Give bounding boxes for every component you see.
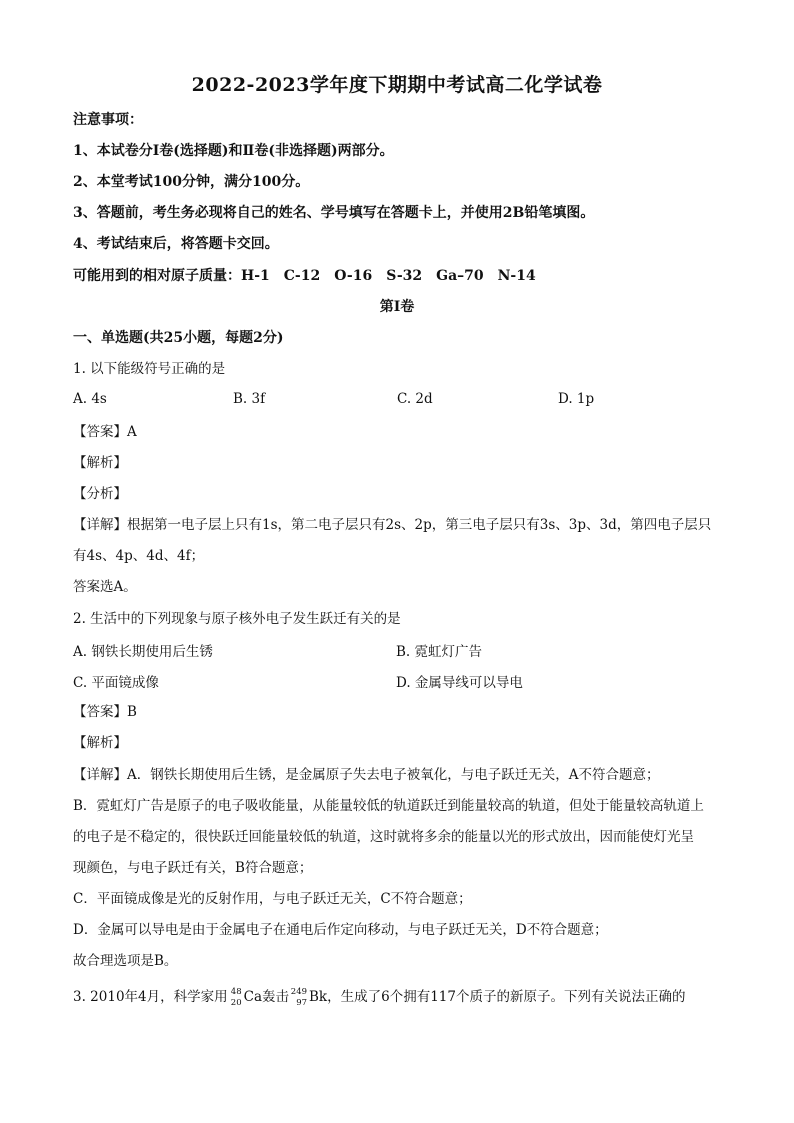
q1-option-b: B. 3f xyxy=(233,391,266,407)
q1-detail-line-1: 【详解】根据第一电子层上只有1s，第二电子层只有2s、2p，第三电子层只有3s、3p、3d，第四电子层只 xyxy=(73,517,712,533)
q2-detail-c: C．平面镜成像是光的反射作用，与电子跃迁无关，C不符合题意； xyxy=(73,891,472,907)
volume-heading: 第Ⅰ卷 xyxy=(379,299,415,315)
bk-atomic-number: 97 xyxy=(296,998,308,1008)
q2-options-row-2 xyxy=(73,671,733,691)
q1-option-c: C. 2d xyxy=(397,391,433,407)
q2-detail-b-2: 的电子是不稳定的，很快跃迁回能量较低的轨道，这时就将多余的能量以光的形式放出，因而能使灯光呈 xyxy=(73,829,694,845)
q2-conclusion: 故合理选项是B。 xyxy=(73,953,178,969)
q2-answer: 【答案】B xyxy=(73,704,137,720)
q1-stem: 1. 以下能级符号正确的是 xyxy=(73,361,226,377)
q3-prefix: 3. 2010年4月，科学家用 xyxy=(73,989,228,1005)
bk-isotope-notation xyxy=(289,987,309,1007)
q3-suffix: ，生成了6个拥有117个质子的新原子。下列有关说法正确的 xyxy=(327,989,686,1005)
ca-isotope-notation xyxy=(228,987,244,1007)
section-heading: 一、单选题(共25小题，每题2分) xyxy=(73,330,284,346)
ca-atomic-number: 20 xyxy=(230,998,242,1008)
notice-item-2: 2、本堂考试100分钟，满分100分。 xyxy=(73,174,310,190)
ca-symbol: Ca xyxy=(243,989,263,1005)
atomic-mass-line: 可能用到的相对原子质量：H-1 C-12 O-16 S-32 Ga–70 N-14 xyxy=(73,268,536,284)
q2-option-c: C. 平面镜成像 xyxy=(73,675,159,691)
notice-item-1: 1、本试卷分Ⅰ卷(选择题)和Ⅱ卷(非选择题)两部分。 xyxy=(73,143,394,159)
q1-option-d: D. 1p xyxy=(558,391,595,407)
q1-answer: 【答案】A xyxy=(73,424,137,440)
bk-mass-number: 249 xyxy=(290,987,308,997)
q1-option-a: A. 4s xyxy=(73,391,107,407)
q3-stem xyxy=(73,987,734,1007)
q1-fenxi-label: 【分析】 xyxy=(73,486,127,502)
q2-detail-a: 【详解】A．钢铁长期使用后生锈，是金属原子失去电子被氧化，与电子跃迁无关，A不符合题意； xyxy=(73,767,660,783)
page-title: 2022-2023学年度下期期中考试高二化学试卷 xyxy=(191,74,603,96)
q2-options-row-1 xyxy=(73,640,733,660)
q1-analysis-label: 【解析】 xyxy=(73,455,127,471)
notice-item-4: 4、考试结束后，将答题卡交回。 xyxy=(73,236,279,252)
bk-symbol: Bk xyxy=(309,989,328,1005)
q2-detail-d: D．金属可以导电是由于金属电子在通电后作定向移动，与电子跃迁无关，D不符合题意； xyxy=(73,922,608,938)
q2-detail-b-1: B．霓虹灯广告是原子的电子吸收能量，从能量较低的轨道跃迁到能量较高的轨道，但处于能量较高轨道上 xyxy=(73,798,704,814)
q2-stem: 2. 生活中的下列现象与原子核外电子发生跃迁有关的是 xyxy=(73,611,401,627)
q2-detail-b-3: 现颜色，与电子跃迁有关，B符合题意； xyxy=(73,860,313,876)
q1-conclusion: 答案选A。 xyxy=(73,579,137,595)
ca-mass-number: 48 xyxy=(230,987,242,997)
q2-option-a: A. 钢铁长期使用后生锈 xyxy=(73,644,213,660)
q2-option-d: D. 金属导线可以导电 xyxy=(396,675,523,691)
q2-analysis-label: 【解析】 xyxy=(73,735,127,751)
q2-option-b: B. 霓虹灯广告 xyxy=(396,644,483,660)
notice-item-3: 3、答题前，考生务必现将自己的姓名、学号填写在答题卡上，并使用2B铅笔填图。 xyxy=(73,205,595,221)
notice-heading: 注意事项： xyxy=(73,112,143,128)
q1-detail-line-2: 有4s、4p、4d、4f； xyxy=(73,548,205,564)
q1-options xyxy=(73,391,733,411)
q3-mid: 轰击 xyxy=(262,989,290,1005)
